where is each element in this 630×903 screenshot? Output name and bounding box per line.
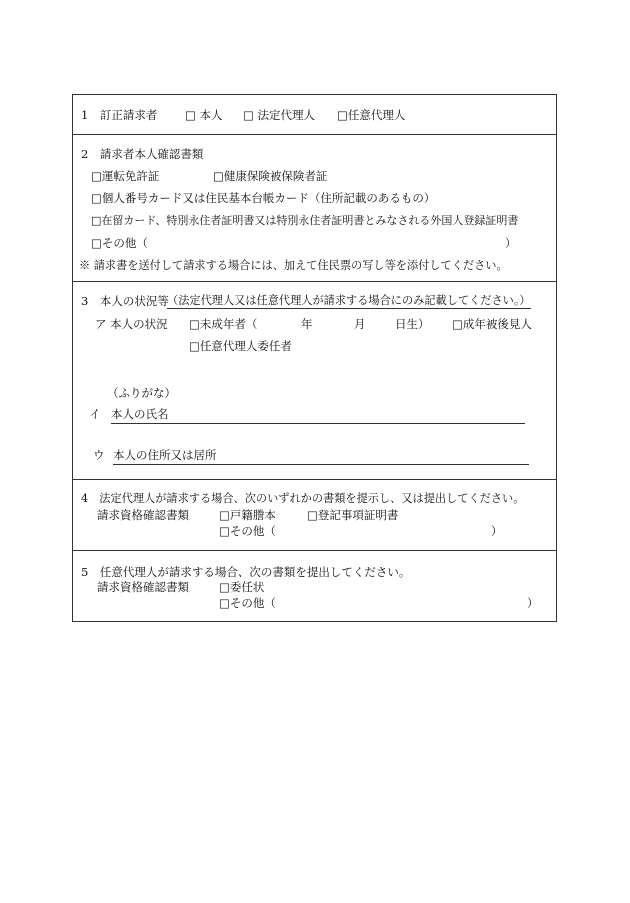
address-mark: ウ — [93, 448, 105, 462]
checkbox-other-document[interactable]: □その他（ — [91, 236, 148, 250]
checkbox-legal-representative[interactable]: □ 法定代理人 — [243, 108, 316, 122]
checkbox-other-agent-doc[interactable]: □その他（ — [219, 596, 276, 610]
section-voluntary-agent-documents — [73, 551, 556, 621]
correction-request-form — [72, 94, 557, 622]
qualification-docs-label: 請求資格確認書類 — [97, 508, 189, 522]
section-5-label: 5 任意代理人が請求する場合、次の書類を提出してください。 — [81, 565, 411, 579]
section-person-status — [73, 282, 556, 480]
name-field[interactable] — [111, 423, 525, 424]
section-3-note: （法定代理人又は任意代理人が請求する場合にのみ記載してください。） — [167, 294, 531, 307]
other-legal-doc-close: ） — [491, 524, 503, 538]
checkbox-health-insurance-card[interactable]: □健康保険被保険者証 — [213, 169, 328, 183]
section-4-label: 4 法定代理人が請求する場合、次のいずれかの書類を提示し、又は提出してください。 — [81, 492, 525, 505]
checkbox-voluntary-agent[interactable]: □任意代理人 — [337, 108, 406, 122]
other-agent-doc-close: ） — [527, 596, 539, 610]
birth-month-label: 月 — [354, 317, 366, 331]
address-label: 本人の住所又は居所 — [113, 448, 217, 462]
qualification-docs-label-5: 請求資格確認書類 — [97, 580, 189, 594]
name-label: 本人の氏名 — [111, 407, 169, 421]
section-requester — [73, 95, 556, 135]
checkbox-delegating-principal[interactable]: □任意代理人委任者 — [189, 339, 292, 353]
section-3-label: 3 本人の状況等 — [81, 294, 169, 308]
checkbox-drivers-license[interactable]: □運転免許証 — [91, 169, 160, 183]
checkbox-other-legal-doc[interactable]: □その他（ — [219, 524, 276, 538]
checkbox-residence-card[interactable]: □在留カード、特別永住者証明書又は特別永住者証明書とみなされる外国人登録証明書 — [91, 214, 519, 227]
furigana-label: （ふりがな） — [107, 386, 176, 400]
checkbox-family-register[interactable]: □戸籍謄本 — [219, 508, 276, 522]
other-document-close: ） — [505, 236, 517, 250]
address-field[interactable] — [113, 464, 529, 465]
checkbox-my-number-card[interactable]: □個人番号カード又は住民基本台帳カード（住所記載のあるもの） — [91, 191, 436, 205]
section-2-label: 2 請求者本人確認書類 — [81, 147, 204, 161]
birth-day-label: 日生） — [395, 317, 430, 331]
birth-year-label: 年 — [301, 317, 313, 331]
status-label: ア 本人の状況 — [95, 317, 168, 331]
checkbox-registry-certificate[interactable]: □登記事項証明書 — [307, 508, 399, 522]
checkbox-minor[interactable]: □未成年者（ — [189, 317, 258, 331]
section-legal-representative-documents — [73, 480, 556, 551]
name-mark: イ — [89, 407, 101, 421]
mailing-note: ※ 請求書を送付して請求する場合には、加えて住民票の写し等を添付してください。 — [79, 259, 508, 272]
section-identity-documents — [73, 135, 556, 282]
checkbox-self[interactable]: □ 本人 — [185, 108, 223, 122]
checkbox-power-of-attorney[interactable]: □委任状 — [219, 580, 265, 594]
section-1-label: 1 訂正請求者 — [81, 108, 158, 122]
checkbox-adult-ward[interactable]: □成年被後見人 — [452, 317, 532, 331]
